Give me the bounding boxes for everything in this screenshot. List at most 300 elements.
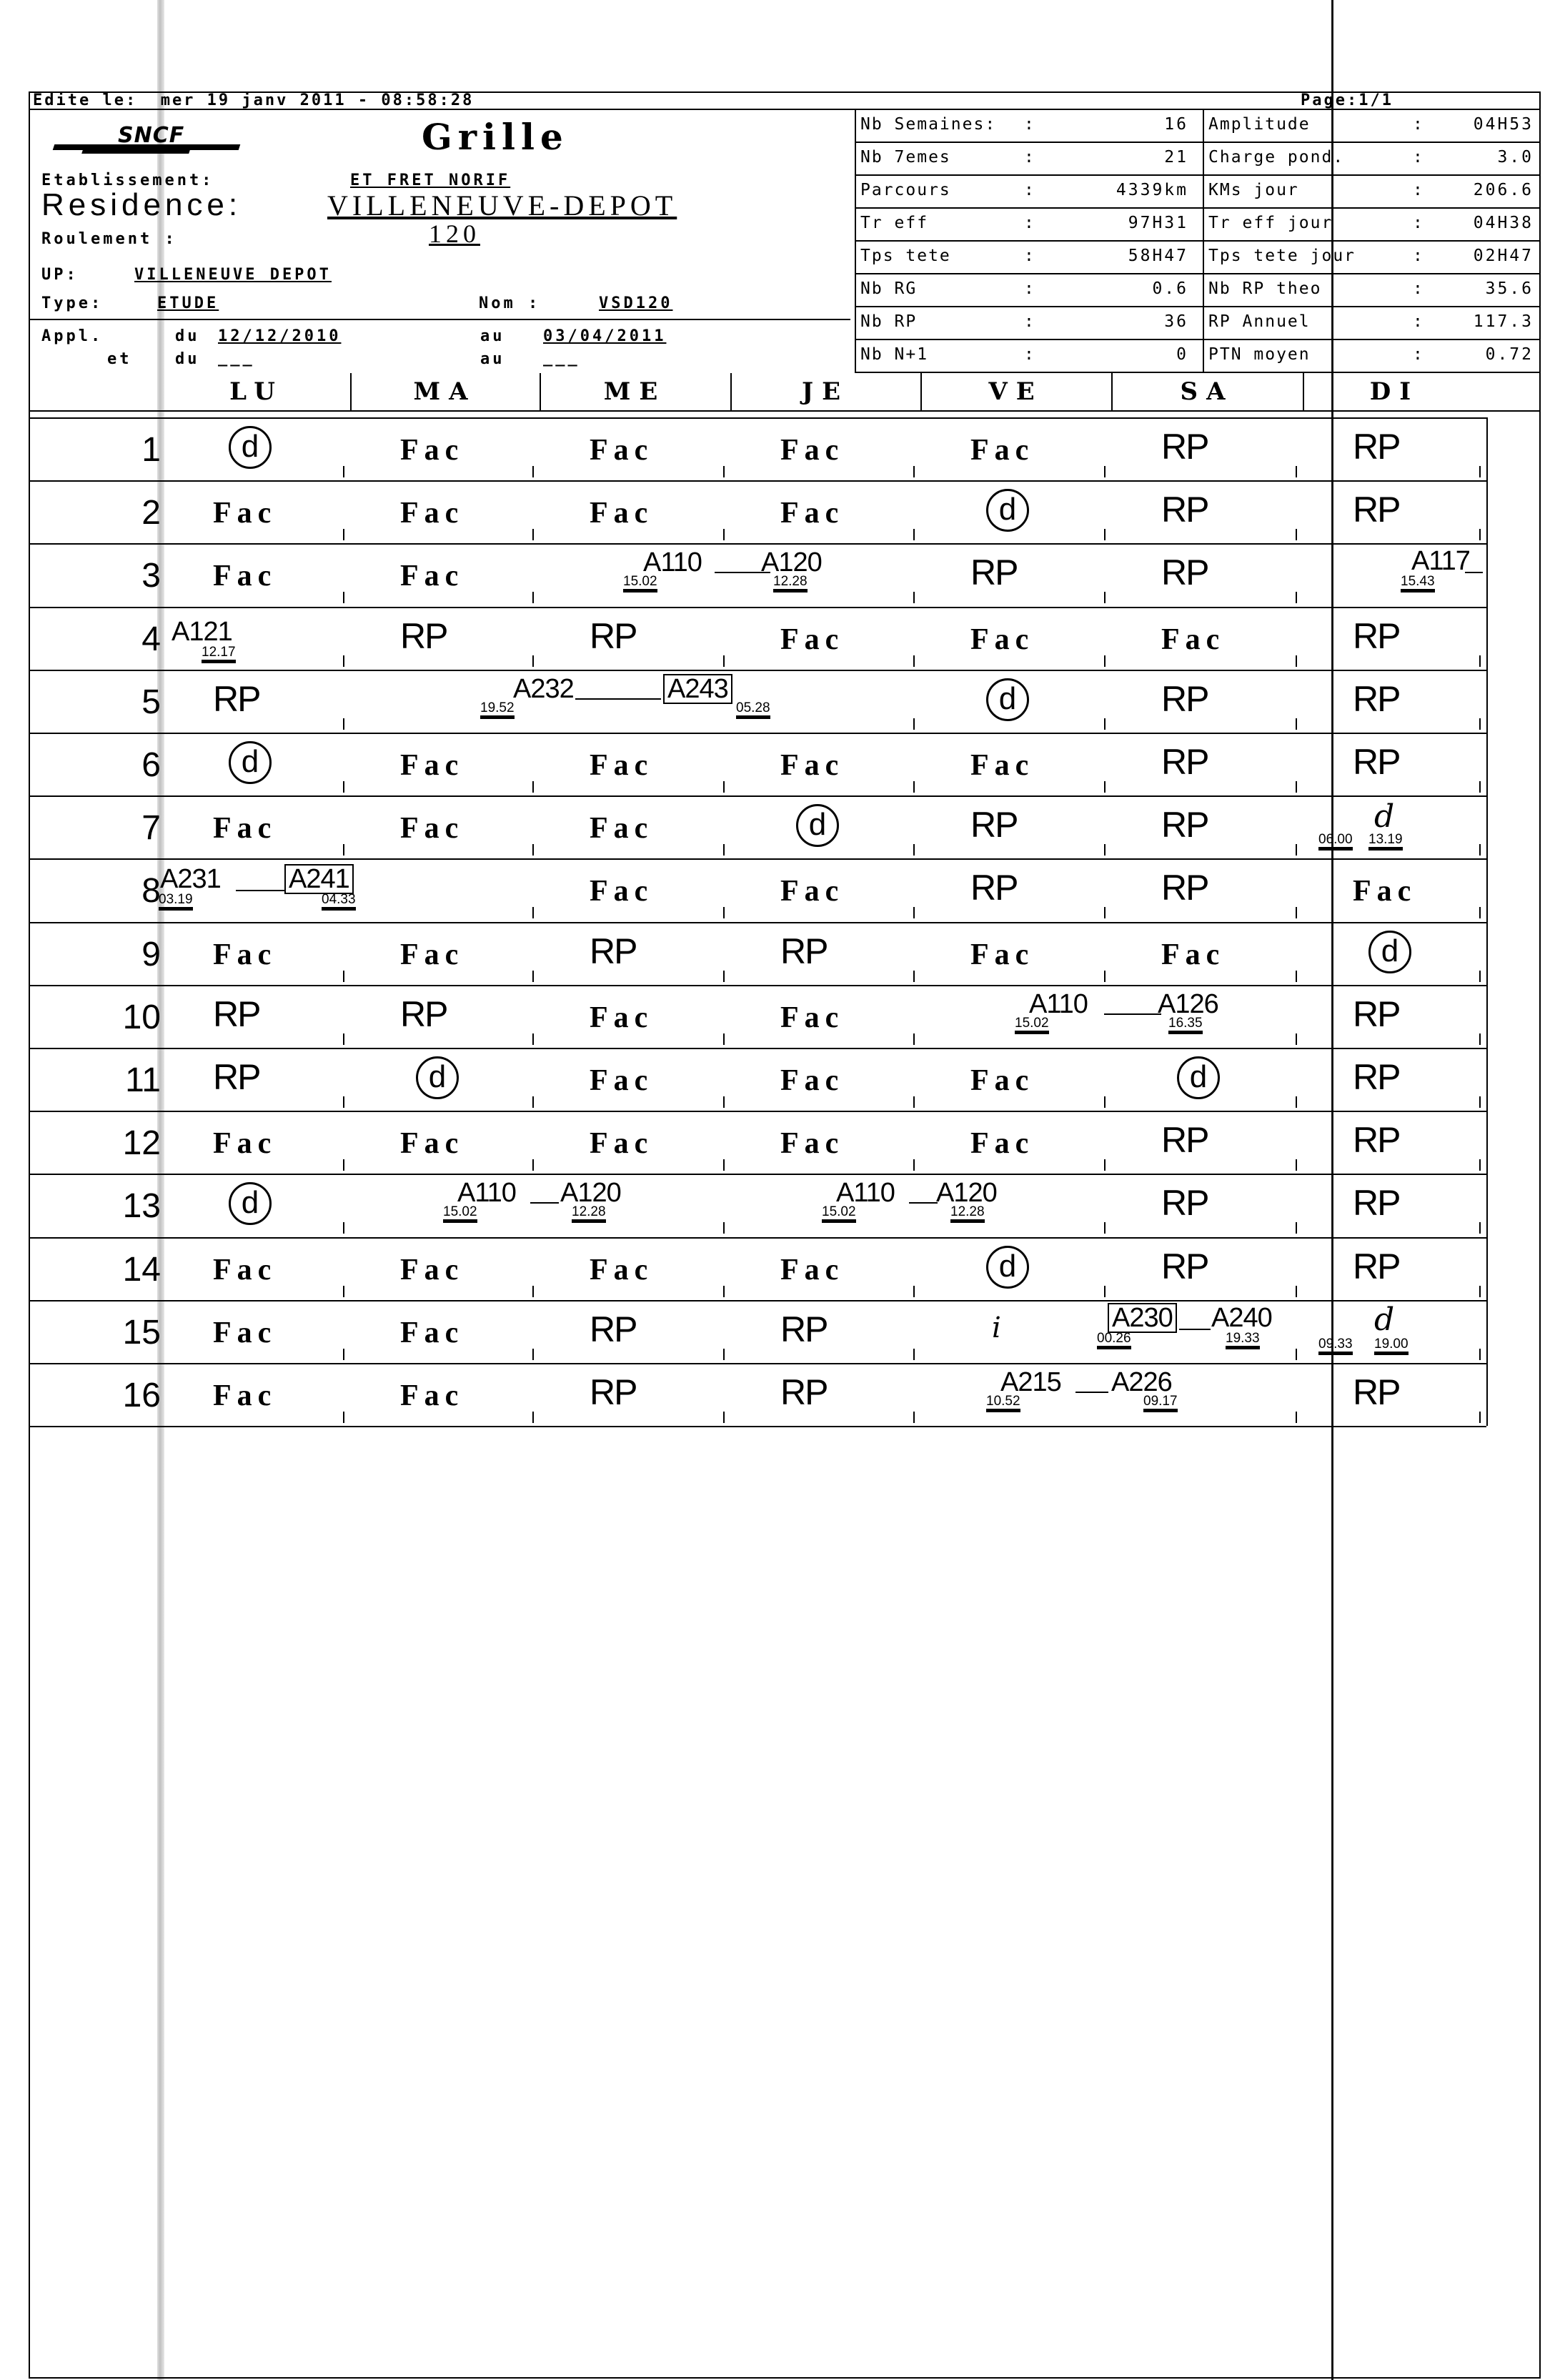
stats-value: 206.6 (1473, 181, 1534, 199)
day-header-divider (350, 373, 352, 410)
grid-row-rule (29, 1363, 1486, 1364)
cell-tick (1104, 1286, 1106, 1297)
stats-row (1204, 240, 1541, 272)
cell-tick (532, 1096, 534, 1108)
rp-label: RP (1161, 1120, 1208, 1161)
cell-tick (913, 1286, 915, 1297)
day-header-me: ME (603, 377, 667, 406)
fac-label: Fac (780, 434, 845, 467)
cell-tick (1479, 907, 1481, 918)
circle-d-icon: d (796, 804, 839, 847)
week-number: 14 (122, 1250, 161, 1289)
stats-value: 36 (1164, 312, 1188, 331)
stats-label: Tps tete (860, 247, 951, 265)
cell-tick (1104, 529, 1106, 540)
rp-label: RP (1161, 805, 1208, 846)
stats-label: Tps tete jour (1208, 247, 1356, 265)
fac-label: Fac (780, 1253, 845, 1286)
day-header-lu: LU (229, 377, 284, 406)
fac-label: Fac (213, 1127, 277, 1161)
fac-label: Fac (213, 1316, 277, 1349)
stats-value: 4339km (1116, 181, 1188, 199)
grid-row-rule (29, 1300, 1486, 1301)
cell-tick (343, 529, 344, 540)
du2-value: ___ (218, 349, 255, 367)
day-header-ma: MA (413, 377, 477, 406)
week-number: 12 (122, 1124, 161, 1163)
stats-value: 02H47 (1473, 247, 1534, 265)
fac-label: Fac (970, 1127, 1035, 1161)
cell-tick (1296, 529, 1297, 540)
duty-code: A126 (1158, 988, 1218, 1019)
stats-row (1204, 109, 1541, 140)
grid-row-rule (29, 1237, 1486, 1239)
fac-label: Fac (780, 623, 845, 656)
cell-tick (1296, 1096, 1297, 1108)
duty-code: A117 (1411, 546, 1470, 577)
stats-colon: : (1413, 214, 1423, 232)
stats-label: Parcours (860, 181, 951, 199)
au2-label: au (480, 350, 505, 368)
type-label: Type: (41, 294, 104, 312)
cell-tick (1479, 655, 1481, 667)
script-d-icon: d (1374, 798, 1395, 836)
rp-label: RP (780, 1309, 828, 1349)
week-number: 9 (141, 935, 161, 973)
day-header-divider (730, 373, 732, 410)
stats-colon: : (1413, 247, 1423, 265)
cell-tick (343, 592, 344, 603)
fac-label: Fac (400, 749, 464, 782)
circle-d-icon: d (229, 1182, 272, 1225)
cell-tick (913, 971, 915, 982)
fac-label: Fac (780, 497, 845, 530)
cell-tick (723, 655, 725, 667)
cell-tick (1479, 1412, 1481, 1423)
page-number: Page:1/1 (1301, 91, 1393, 109)
week-number: 10 (122, 998, 161, 1036)
cell-tick (723, 1412, 725, 1423)
rp-label: RP (970, 552, 1018, 593)
fac-label: Fac (213, 1379, 277, 1412)
stats-value: 16 (1164, 115, 1188, 134)
rp-label: RP (1161, 1183, 1208, 1224)
residence-value: VILLENEUVE-DEPOT (327, 189, 677, 222)
stats-label: KMs jour (1208, 181, 1299, 199)
cell-tick (1479, 1222, 1481, 1234)
duty-code: A120 (761, 547, 822, 578)
stats-row (856, 207, 1203, 239)
cell-tick (1296, 1349, 1297, 1360)
week-number: 2 (141, 494, 161, 532)
fac-label: Fac (970, 938, 1035, 971)
rp-label: RP (1353, 678, 1400, 719)
fac-label: Fac (780, 1064, 845, 1097)
duty-link (236, 890, 284, 891)
cell-tick (723, 529, 725, 540)
rp-label: RP (213, 678, 260, 719)
duty-link (909, 1202, 938, 1204)
grid-row-rule (29, 733, 1486, 734)
duty-time: 12.28 (950, 1205, 985, 1223)
fac-label: Fac (590, 749, 654, 782)
duty-time: 15.43 (1401, 575, 1435, 592)
stats-colon: : (1024, 181, 1034, 199)
fac-label: Fac (970, 749, 1035, 782)
stats-label: Charge pond. (1208, 148, 1345, 167)
stats-row (1204, 207, 1541, 239)
fac-label: Fac (400, 938, 464, 971)
cell-tick (1479, 781, 1481, 793)
fac-label: Fac (400, 1253, 464, 1286)
cell-tick (1479, 718, 1481, 730)
stats-value: 3.0 (1497, 148, 1534, 167)
duty-code: A110 (836, 1178, 895, 1209)
stats-row (856, 142, 1203, 173)
cell-tick (1296, 1286, 1297, 1297)
roulement-label: Roulement : (41, 230, 177, 248)
duty-time: 13.19 (1368, 833, 1403, 851)
fac-label: Fac (400, 1127, 464, 1161)
etablissement-value: ET FRET NORIF (350, 172, 511, 189)
stats-colon: : (1413, 345, 1423, 364)
stats-row (1204, 339, 1541, 370)
grid-row-rule (29, 480, 1486, 482)
week-number: 1 (141, 431, 161, 469)
grid-row-rule (29, 543, 1486, 545)
stats-value: 0.72 (1485, 345, 1534, 364)
cell-tick (1479, 1349, 1481, 1360)
stats-colon: : (1413, 312, 1423, 331)
page-title: Grille (422, 116, 569, 158)
fac-label: Fac (400, 560, 464, 593)
day-header-je: JE (801, 377, 849, 406)
duty-link (1179, 1329, 1211, 1330)
cell-tick (723, 466, 725, 477)
cell-tick (532, 971, 534, 982)
stats-label: Amplitude (1208, 115, 1311, 134)
stats-value: 97H31 (1128, 214, 1188, 232)
stats-label: Nb RP theo (1208, 279, 1322, 298)
duty-code: A240 (1211, 1302, 1272, 1333)
rp-label: RP (213, 993, 260, 1034)
up-value: VILLENEUVE DEPOT (134, 266, 332, 284)
stats-row (856, 273, 1203, 304)
rp-label: RP (1353, 1246, 1400, 1286)
fac-label: Fac (213, 938, 277, 971)
cell-tick (1296, 592, 1297, 603)
fac-label: Fac (400, 1316, 464, 1349)
cell-tick (913, 907, 915, 918)
cell-tick (723, 971, 725, 982)
cell-tick (532, 844, 534, 856)
stats-colon: : (1024, 214, 1034, 232)
stats-row (856, 240, 1203, 272)
duty-code: A226 (1111, 1367, 1172, 1397)
stats-value: 117.3 (1473, 312, 1534, 331)
cell-tick (913, 1096, 915, 1108)
week-number: 4 (141, 620, 161, 658)
stats-colon: : (1024, 148, 1034, 167)
type-value: ETUDE (157, 294, 219, 312)
rp-label: RP (780, 931, 828, 971)
cell-tick (1296, 1159, 1297, 1171)
stats-row (856, 339, 1203, 370)
duty-time: 12.28 (572, 1205, 606, 1223)
fac-label: Fac (400, 497, 464, 530)
rp-label: RP (1353, 993, 1400, 1034)
cell-tick (913, 781, 915, 793)
cell-tick (1296, 655, 1297, 667)
stats-label: Nb Semaines: (860, 115, 997, 134)
cell-tick (913, 718, 915, 730)
cell-tick (532, 1286, 534, 1297)
stats-colon: : (1413, 148, 1423, 167)
cell-tick (1104, 1159, 1106, 1171)
cell-tick (343, 1286, 344, 1297)
cell-tick (913, 1033, 915, 1045)
circle-d-icon: d (1368, 931, 1411, 973)
duty-time: 15.02 (443, 1205, 477, 1223)
duty-time: 00.26 (1097, 1332, 1131, 1349)
rp-label: RP (400, 993, 447, 1034)
italic-i: i (992, 1311, 1001, 1344)
day-header-divider (1111, 373, 1113, 410)
cell-tick (1296, 971, 1297, 982)
cell-tick (343, 844, 344, 856)
cell-tick (723, 1033, 725, 1045)
circle-d-icon: d (1177, 1056, 1220, 1099)
rp-label: RP (1353, 427, 1400, 467)
cell-tick (723, 1159, 725, 1171)
cell-tick (1296, 466, 1297, 477)
duty-time: 05.28 (736, 701, 770, 719)
rp-label: RP (1353, 490, 1400, 530)
up-label: UP: (41, 266, 79, 284)
fac-label: Fac (400, 434, 464, 467)
circle-d-icon: d (986, 489, 1029, 532)
duty-code: A120 (560, 1178, 621, 1209)
duty-time: 10.52 (986, 1394, 1020, 1412)
stats-row (856, 174, 1203, 206)
cell-tick (1479, 1096, 1481, 1108)
cell-tick (343, 466, 344, 477)
duty-link (1104, 1013, 1161, 1015)
circle-d-icon: d (986, 1246, 1029, 1289)
rp-label: RP (1161, 490, 1208, 530)
cell-tick (1479, 1286, 1481, 1297)
cell-tick (723, 781, 725, 793)
duty-code: A110 (643, 547, 702, 578)
week-number: 15 (122, 1313, 161, 1352)
duty-link (575, 698, 661, 700)
cell-tick (1104, 781, 1106, 793)
et-label: et (107, 350, 132, 368)
cell-tick (1479, 971, 1481, 982)
cell-tick (913, 1412, 915, 1423)
rp-label: RP (590, 1309, 637, 1349)
nom-label: Nom : (479, 294, 541, 312)
grid-row-rule (29, 985, 1486, 986)
fac-label: Fac (213, 812, 277, 846)
duty-code: A241 (284, 864, 354, 894)
residence-label: Residence: (41, 187, 242, 222)
stats-row (1204, 306, 1541, 337)
fac-label: Fac (400, 812, 464, 846)
cell-tick (723, 844, 725, 856)
cell-tick (532, 1412, 534, 1423)
week-number: 13 (122, 1187, 161, 1226)
fac-label: Fac (780, 875, 845, 908)
cell-tick (343, 1096, 344, 1108)
rp-label: RP (780, 1372, 828, 1412)
cell-tick (1296, 781, 1297, 793)
rp-label: RP (1353, 1120, 1400, 1161)
cell-tick (532, 655, 534, 667)
duty-link (1465, 572, 1483, 573)
grid-row-rule (29, 1048, 1486, 1049)
week-number: 5 (141, 683, 161, 721)
cell-tick (1479, 466, 1481, 477)
rp-label: RP (1353, 1057, 1400, 1097)
cell-tick (343, 781, 344, 793)
cell-tick (913, 1159, 915, 1171)
duty-time: 19.33 (1226, 1332, 1260, 1349)
fac-label: Fac (970, 623, 1035, 656)
fac-label: Fac (1161, 938, 1226, 971)
cell-tick (532, 1033, 534, 1045)
cell-tick (723, 1096, 725, 1108)
cell-tick (1104, 1096, 1106, 1108)
cell-tick (532, 466, 534, 477)
duty-time: 19.00 (1374, 1337, 1409, 1355)
rp-label: RP (590, 931, 637, 971)
cell-tick (913, 1349, 915, 1360)
duty-code: A243 (663, 674, 732, 704)
circle-d-icon: d (229, 741, 272, 784)
cell-tick (343, 1159, 344, 1171)
cell-tick (343, 1349, 344, 1360)
cell-tick (913, 655, 915, 667)
appl-rule (29, 319, 850, 320)
rp-label: RP (1161, 552, 1208, 593)
stats-label: Nb N+1 (860, 345, 929, 364)
duty-time: 12.28 (773, 575, 808, 592)
cell-tick (913, 466, 915, 477)
stats-colon: : (1024, 345, 1034, 364)
circle-d-icon: d (229, 426, 272, 469)
cell-tick (343, 1033, 344, 1045)
cell-tick (723, 1349, 725, 1360)
week-number: 6 (141, 746, 161, 784)
stats-colon: : (1413, 115, 1423, 134)
rp-label: RP (213, 1057, 260, 1097)
duty-time: 12.17 (202, 645, 236, 663)
du2-label: du (175, 350, 200, 368)
cell-tick (1296, 907, 1297, 918)
cell-tick (343, 1222, 344, 1234)
grid-left-rule (29, 417, 30, 1426)
cell-tick (343, 655, 344, 667)
au-label: au (480, 327, 505, 345)
day-header-divider (540, 373, 541, 410)
stats-colon: : (1024, 312, 1034, 331)
day-header-divider (920, 373, 922, 410)
sncf-logo: SNCF (54, 123, 247, 157)
circle-d-icon: d (986, 678, 1029, 721)
duty-code: A231 (160, 864, 221, 895)
cell-tick (532, 529, 534, 540)
grid-row-rule (29, 1111, 1486, 1112)
duty-time: 15.02 (822, 1205, 856, 1223)
duty-time: 16.35 (1168, 1016, 1203, 1034)
cell-tick (532, 1159, 534, 1171)
stats-label: Nb RP (860, 312, 918, 331)
duty-code: A121 (172, 616, 232, 647)
stats-colon: : (1024, 247, 1034, 265)
stats-right (1204, 109, 1541, 372)
cell-tick (343, 718, 344, 730)
duty-time: 06.00 (1318, 833, 1353, 851)
grid-row-rule (29, 1174, 1486, 1175)
cell-tick (1104, 655, 1106, 667)
stats-label: RP Annuel (1208, 312, 1311, 331)
rp-label: RP (1161, 868, 1208, 908)
fac-label: Fac (780, 1001, 845, 1034)
duty-time: 03.19 (159, 893, 193, 911)
rp-label: RP (1353, 1372, 1400, 1412)
grid-bottom-rule (29, 1426, 1486, 1427)
etablissement-label: Etablissement: (41, 172, 214, 189)
fac-label: Fac (780, 749, 845, 782)
fac-label: Fac (590, 875, 654, 908)
fac-label: Fac (590, 1001, 654, 1034)
stats-label: Nb 7emes (860, 148, 951, 167)
cell-tick (1104, 1222, 1106, 1234)
grid-row-rule (29, 670, 1486, 671)
week-number: 11 (125, 1061, 161, 1099)
fac-label: Fac (213, 497, 277, 530)
cell-tick (1296, 1412, 1297, 1423)
cell-tick (1104, 466, 1106, 477)
fac-label: Fac (590, 497, 654, 530)
stats-colon: : (1024, 279, 1034, 298)
grid-row-rule (29, 922, 1486, 923)
rp-label: RP (970, 868, 1018, 908)
stats-left (856, 109, 1203, 372)
cell-tick (1296, 1222, 1297, 1234)
duty-time: 09.17 (1143, 1394, 1178, 1412)
cell-tick (343, 971, 344, 982)
cell-tick (1479, 1159, 1481, 1171)
stats-value: 35.6 (1485, 279, 1534, 298)
cell-tick (532, 592, 534, 603)
fac-label: Fac (970, 1064, 1035, 1097)
duty-code: A110 (1029, 988, 1088, 1019)
stats-label: Tr eff (860, 214, 929, 232)
stats-row (856, 109, 1203, 140)
cell-tick (1296, 718, 1297, 730)
cell-tick (723, 1222, 725, 1234)
dayhdr-bottom-rule (29, 410, 1541, 412)
duty-time: 15.02 (623, 575, 657, 592)
edition-date: Edite le: mer 19 janv 2011 - 08:58:28 (33, 91, 475, 109)
cell-tick (913, 529, 915, 540)
duty-time: 19.52 (480, 701, 515, 719)
duty-time: 15.02 (1015, 1016, 1049, 1034)
rp-label: RP (590, 615, 637, 656)
nom-value: VSD120 (599, 294, 673, 312)
